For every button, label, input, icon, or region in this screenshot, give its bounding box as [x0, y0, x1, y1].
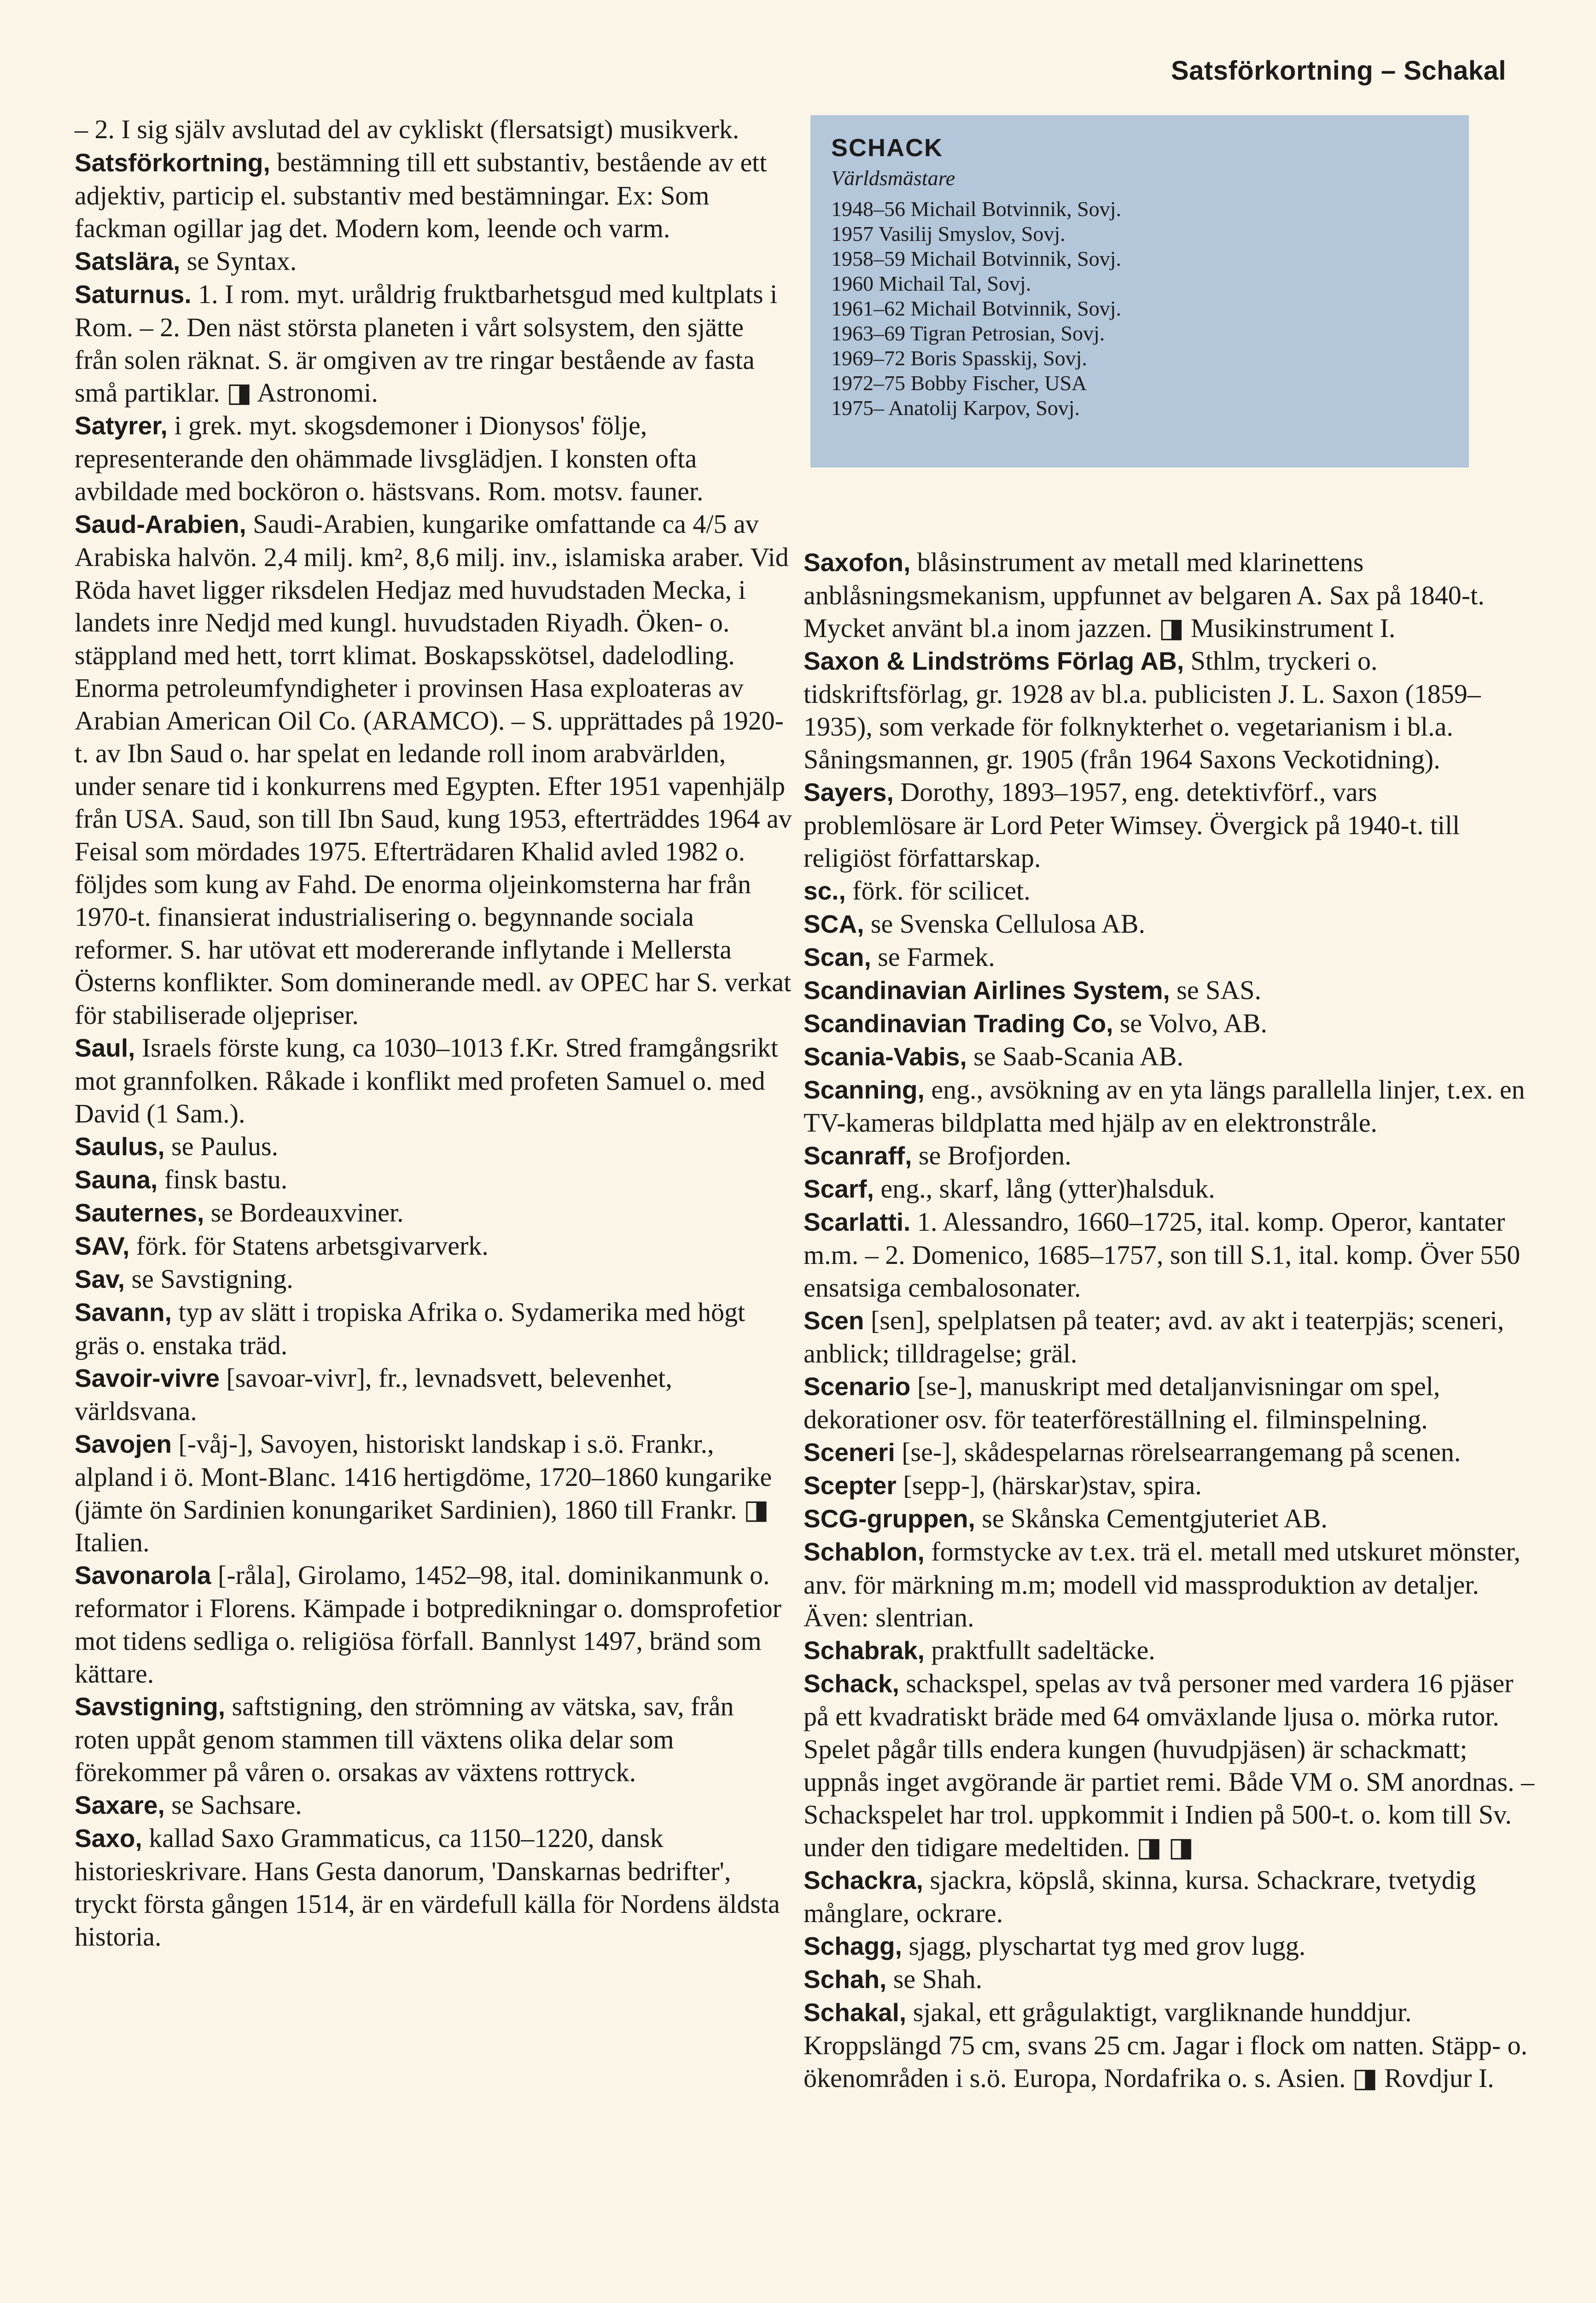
entry-text: se Savstigning.	[125, 1264, 293, 1294]
dictionary-entry	[75, 146, 793, 245]
entry-text: se Skånska Cementgjuteriet AB.	[975, 1503, 1328, 1533]
entry-text: se Shah.	[886, 1964, 983, 1994]
dictionary-entry	[75, 1296, 793, 1362]
dictionary-entry	[75, 1559, 793, 1690]
entry-text: 1. I rom. myt. uråldrig fruktbarhetsgud med kultplats i Rom. – 2. Den näst största planeten i vårt solsystem, den sjätte från solen räknat. S. är omgiven av tre ringar bestående av fasta små partiklar. ◨ Astronomi.	[75, 279, 778, 408]
entry-headword: Satslära,	[75, 247, 181, 275]
entry-headword: Sayers,	[804, 778, 894, 807]
champion-row: 1958–59 Michail Botvinnik, Sovj.	[831, 247, 1121, 270]
dictionary-entry	[75, 1031, 793, 1130]
dictionary-entry	[75, 1130, 793, 1163]
entry-headword: Schack,	[804, 1669, 899, 1698]
entry-headword: Scandinavian Airlines System,	[804, 976, 1170, 1005]
dictionary-entry	[804, 1139, 1536, 1172]
entry-headword: Schablon,	[804, 1537, 925, 1566]
right-column	[804, 546, 1536, 2094]
entry-text: se Saab-Scania AB.	[967, 1041, 1183, 1071]
dictionary-entry	[804, 1502, 1536, 1535]
dictionary-entry	[75, 1229, 793, 1263]
entry-headword: Schah,	[804, 1965, 887, 1993]
entry-text: [sen], spelplatsen på teater; avd. av akt i teaterpjäs; sceneri, anblick; tilldragelse; gräl.	[804, 1305, 1504, 1368]
entry-text: sjagg, plyschartat tyg med grov lugg.	[902, 1931, 1306, 1961]
champion-row: 1963–69 Tigran Petrosian, Sovj.	[831, 321, 1105, 345]
dictionary-entry	[804, 644, 1536, 776]
entry-text: eng., skarf, lång (ytter)halsduk.	[874, 1174, 1215, 1204]
entry-text: blåsinstrument av metall med klarinettens anblåsningsmekanism, uppfunnet av belgaren A. Sax på 1840-t. Mycket använt bl.a inom jazzen. ◨ Musikinstrument I.	[804, 547, 1485, 643]
entry-headword: Schakal,	[804, 1998, 907, 2027]
entry-headword: SAV,	[75, 1232, 130, 1260]
entry-headword: Savojen	[75, 1430, 172, 1458]
entry-text: sjackra, köpslå, skinna, kursa. Schackrare, tvetydig månglare, ockrare.	[804, 1865, 1476, 1928]
dictionary-entry	[75, 1427, 793, 1559]
entry-headword: Scandinavian Trading Co,	[804, 1009, 1113, 1038]
entry-headword: Satyrer,	[75, 411, 168, 440]
entry-text: saftstigning, den strömning av vätska, sav, från roten uppåt genom stammen till växtens olika delar som förekommer på våren o. orsakas av växtens rottryck.	[75, 1691, 734, 1787]
entry-text: [se-], skådespelarnas rörelsearrangemang på scenen.	[895, 1437, 1461, 1467]
dictionary-entry	[804, 1370, 1536, 1436]
entry-headword: Savann,	[75, 1298, 172, 1327]
entry-text: se Paulus.	[164, 1131, 279, 1161]
dictionary-entry	[75, 113, 793, 146]
left-column	[75, 113, 793, 1953]
entry-headword: Sav,	[75, 1265, 125, 1293]
entry-headword: Saud-Arabien,	[75, 510, 246, 538]
dictionary-entry	[804, 1040, 1536, 1073]
dictionary-entry	[804, 1073, 1536, 1139]
entry-text: [savoar-vivr], fr., levnadsvett, belevenhet, världsvana.	[75, 1363, 672, 1426]
dictionary-entry	[804, 1172, 1536, 1205]
dictionary-entry	[804, 1963, 1536, 1996]
dictionary-entry	[804, 1929, 1536, 1963]
entry-text: se Sachsare.	[164, 1790, 302, 1820]
entry-text: förk. för scilicet.	[845, 876, 1031, 906]
entry-headword: Schabrak,	[804, 1636, 925, 1665]
entry-text: se SAS.	[1170, 975, 1261, 1005]
entry-text: se Bordeauxviner.	[204, 1198, 404, 1227]
box-subtitle: Världsmästare	[831, 166, 955, 190]
entry-text: [se-], manuskript med detaljanvisningar om spel, dekorationer osv. för teaterföreställning el. filminspelning.	[804, 1371, 1440, 1434]
entry-text: formstycke av t.ex. trä el. metall med utskuret mönster, anv. för märkning m.m; modell vid massproduktion av detaljer. Även: slentrian.	[804, 1537, 1521, 1632]
entry-headword: Saxo,	[75, 1824, 142, 1853]
dictionary-entry	[804, 1007, 1536, 1040]
dictionary-entry	[75, 1789, 793, 1822]
entry-headword: Scenario	[804, 1372, 911, 1401]
dictionary-entry	[804, 1634, 1536, 1667]
entry-headword: Sauternes,	[75, 1198, 204, 1227]
entry-headword: Scarf,	[804, 1175, 874, 1203]
entry-headword: Scanning,	[804, 1076, 925, 1104]
dictionary-entry	[804, 1667, 1536, 1864]
dictionary-entry	[804, 907, 1536, 941]
entry-headword: Savoir-vivre	[75, 1364, 220, 1392]
entry-headword: Saul,	[75, 1034, 135, 1062]
dictionary-entry	[804, 546, 1536, 644]
entry-text: kallad Saxo Grammaticus, ca 1150–1220, dansk historieskrivare. Hans Gesta danorum, 'Danskarnas bedrifter', tryckt första gången 1514, är en värdefull källa för Nordens äldsta historia.	[75, 1823, 780, 1952]
champion-row: 1957 Vasilij Smyslov, Sovj.	[831, 222, 1066, 245]
chess-champions-box	[810, 115, 1469, 468]
dictionary-entry	[804, 974, 1536, 1007]
entry-headword: Scania-Vabis,	[804, 1042, 967, 1071]
entry-text: typ av slätt i tropiska Afrika o. Sydamerika med högt gräs o. enstaka träd.	[75, 1297, 746, 1360]
entry-text: förk. för Statens arbetsgivarverk.	[129, 1231, 489, 1261]
champion-row: 1948–56 Michail Botvinnik, Sovj.	[831, 197, 1121, 221]
champion-row: 1972–75 Bobby Fischer, USA	[831, 371, 1087, 395]
entry-text: se Syntax.	[180, 246, 297, 276]
entry-text: Sthlm, tryckeri o. tidskriftsförlag, gr. 1928 av bl.a. publicisten J. L. Saxon (1859–1935), som verkade för folknykterhet o. vegetarianism i bl.a. Såningsmannen, gr. 1905 (från 1964 Saxons Veckotidning).	[804, 646, 1481, 774]
entry-text: sjakal, ett grågulaktigt, vargliknande hunddjur. Kroppslängd 75 cm, svans 25 cm. Jagar i flock om natten. Stäpp- o. ökenområden i s.ö. Europa, Nordafrika o. s. Asien. ◨ Rovdjur I.	[804, 1997, 1528, 2093]
champion-row: 1975– Anatolij Karpov, Sovj.	[831, 396, 1080, 420]
dictionary-entry	[804, 1535, 1536, 1634]
entry-text: 1. Alessandro, 1660–1725, ital. komp. Operor, kantater m.m. – 2. Domenico, 1685–1757, son till S.1, ital. komp. Över 550 ensatsiga cembalosonater.	[804, 1207, 1520, 1303]
entry-text: Israels förste kung, ca 1030–1013 f.Kr. Stred framgångsrikt mot grannfolken. Råkade i konflikt med profeten Samuel o. med David (1 Sam.).	[75, 1033, 778, 1128]
dictionary-entry	[75, 1690, 793, 1789]
dictionary-entry	[804, 941, 1536, 974]
entry-headword: Schackra,	[804, 1866, 923, 1894]
entry-headword: Schagg,	[804, 1932, 902, 1960]
dictionary-entry	[75, 245, 793, 278]
entry-headword: sc.,	[804, 877, 846, 905]
entry-headword: Saxofon,	[804, 548, 911, 577]
entry-text: se Volvo, AB.	[1113, 1008, 1268, 1038]
dictionary-entry	[804, 1205, 1536, 1304]
entry-text: eng., avsökning av en yta längs parallella linjer, t.ex. en TV-kameras bildplatta med hjälp av en elektronstråle.	[804, 1075, 1525, 1138]
running-header: Satsförkortning – Schakal	[1171, 56, 1506, 86]
entry-headword: SCA,	[804, 910, 864, 938]
entry-text: i grek. myt. skogsdemoner i Dionysos' följe, representerande den ohämmade livsglädjen. I konsten ofta avbildade med bocköron o. hästsvans. Rom. motsv. fauner.	[75, 410, 704, 506]
dictionary-entry	[804, 874, 1536, 907]
champion-row: 1961–62 Michail Botvinnik, Sovj.	[831, 297, 1121, 320]
dictionary-entry	[75, 1196, 793, 1229]
dictionary-entry	[804, 1864, 1536, 1929]
entry-headword: Scanraff,	[804, 1141, 912, 1170]
box-title: SCHACK	[831, 134, 944, 162]
entry-text: – 2. I sig själv avslutad del av cykliskt (flersatsigt) musikverk.	[75, 114, 740, 144]
dictionary-entry	[75, 409, 793, 508]
dictionary-entry	[75, 1263, 793, 1296]
dictionary-entry	[804, 1436, 1536, 1469]
dictionary-entry	[75, 1362, 793, 1427]
entry-headword: Satsförkortning,	[75, 148, 270, 177]
dictionary-entry	[75, 278, 793, 409]
dictionary-entry	[804, 1304, 1536, 1370]
entry-headword: Savonarola	[75, 1561, 211, 1590]
champion-row: 1969–72 Boris Spasskij, Sovj.	[831, 346, 1087, 370]
entry-headword: Sauna,	[75, 1165, 158, 1194]
dictionary-entry	[804, 776, 1536, 874]
entry-headword: Saxon & Lindströms Förlag AB,	[804, 647, 1184, 675]
dictionary-entry	[75, 508, 793, 1031]
entry-text: [-råla], Girolamo, 1452–98, ital. dominikanmunk o. reformator i Florens. Kämpade i botpredikningar o. domsprofetior mot tidens sedliga o. religiösa förfall. Bannlyst 1497, bränd som kättare.	[75, 1560, 781, 1689]
entry-headword: Sceneri	[804, 1438, 895, 1467]
entry-text: se Brofjorden.	[912, 1140, 1072, 1170]
dictionary-entry	[75, 1163, 793, 1196]
entry-headword: Scepter	[804, 1471, 897, 1500]
entry-headword: Saulus,	[75, 1132, 165, 1161]
champion-list	[831, 197, 1448, 421]
entry-text: praktfullt sadeltäcke.	[924, 1635, 1155, 1665]
dictionary-entry	[804, 1469, 1536, 1502]
entry-text: schackspel, spelas av två personer med vardera 16 pjäser på ett kvadratiskt bräde med 64 omväxlande ljusa o. mörka rutor. Spelet pågår tills endera kungen (huvudpjäsen) är schackmatt; uppnås inget avgörande är partiet remi. Både VM o. SM anordnas. – Schackspelet har trol. uppkommit i Indien på 500-t. o. kom till Sv. under den tidigare medeltiden. ◨ ◨	[804, 1668, 1535, 1862]
dictionary-entry	[804, 1996, 1536, 2094]
entry-headword: Savstigning,	[75, 1692, 225, 1721]
entry-text: Saudi-Arabien, kungarike omfattande ca 4/5 av Arabiska halvön. 2,4 milj. km², 8,6 milj. inv., islamiska araber. Vid Röda havet ligger riksdelen Hedjaz med huvudstaden Mecka, i landets inre Nedjd med kungl. huvudstaden Riyadh. Öken- o. stäppland med hett, torrt klimat. Boskapsskötsel, dadelodling. Enorma petroleumfyndigheter i provinsen Hasa exploateras av Arabian American Oil Co. (ARAMCO). – S. upprättades på 1920-t. av Ibn Saud o. har spelat en ledande roll inom arabvärlden, under senare tid i konkurrens med Egypten. Efter 1951 vapenhjälp från USA. Saud, son till Ibn Saud, kung 1953, efterträddes 1964 av Feisal som mördades 1975. Efterträdaren Khalid avled 1982 o. följdes som kung av Fahd. De enorma oljeinkomsterna har från 1970-t. finansierat industrialisering o. begynnande sociala reformer. S. har utövat ett modererande inflytande i Mellersta Österns konflikter. Som dominerande medl. av OPEC har S. verkat för stabiliserade oljepriser.	[75, 509, 792, 1030]
entry-headword: Scen	[804, 1306, 864, 1335]
champion-row: 1960 Michail Tal, Sovj.	[831, 272, 1031, 295]
entry-text: finsk bastu.	[157, 1164, 288, 1194]
entry-text: [-våj-], Savoyen, historiskt landskap i s.ö. Frankr., alpland i ö. Mont-Blanc. 1416 hertigdöme, 1720–1860 kungarike (jämte ön Sardinien konungariket Sardinien), 1860 till Frankr. ◨ Italien.	[75, 1429, 772, 1557]
entry-text: bestämning till ett substantiv, bestående av ett adjektiv, particip el. substantiv med bestämningar. Ex: Som fackman ogillar jag det. Modern kom, leende och varm.	[75, 147, 767, 243]
entry-headword: Scan,	[804, 943, 871, 971]
entry-text: se Farmek.	[871, 942, 995, 972]
entry-headword: Saxare,	[75, 1791, 165, 1819]
entry-headword: Saturnus.	[75, 280, 192, 309]
entry-headword: SCG-gruppen,	[804, 1504, 975, 1533]
entry-text: [sepp-], (härskar)stav, spira.	[896, 1470, 1202, 1500]
entry-text: Dorothy, 1893–1957, eng. detektivförf., vars problemlösare är Lord Peter Wimsey. Övergick på 1940-t. till religiöst författarskap.	[804, 777, 1460, 873]
dictionary-entry	[75, 1822, 793, 1953]
entry-text: se Svenska Cellulosa AB.	[864, 909, 1145, 939]
entry-headword: Scarlatti.	[804, 1208, 911, 1236]
